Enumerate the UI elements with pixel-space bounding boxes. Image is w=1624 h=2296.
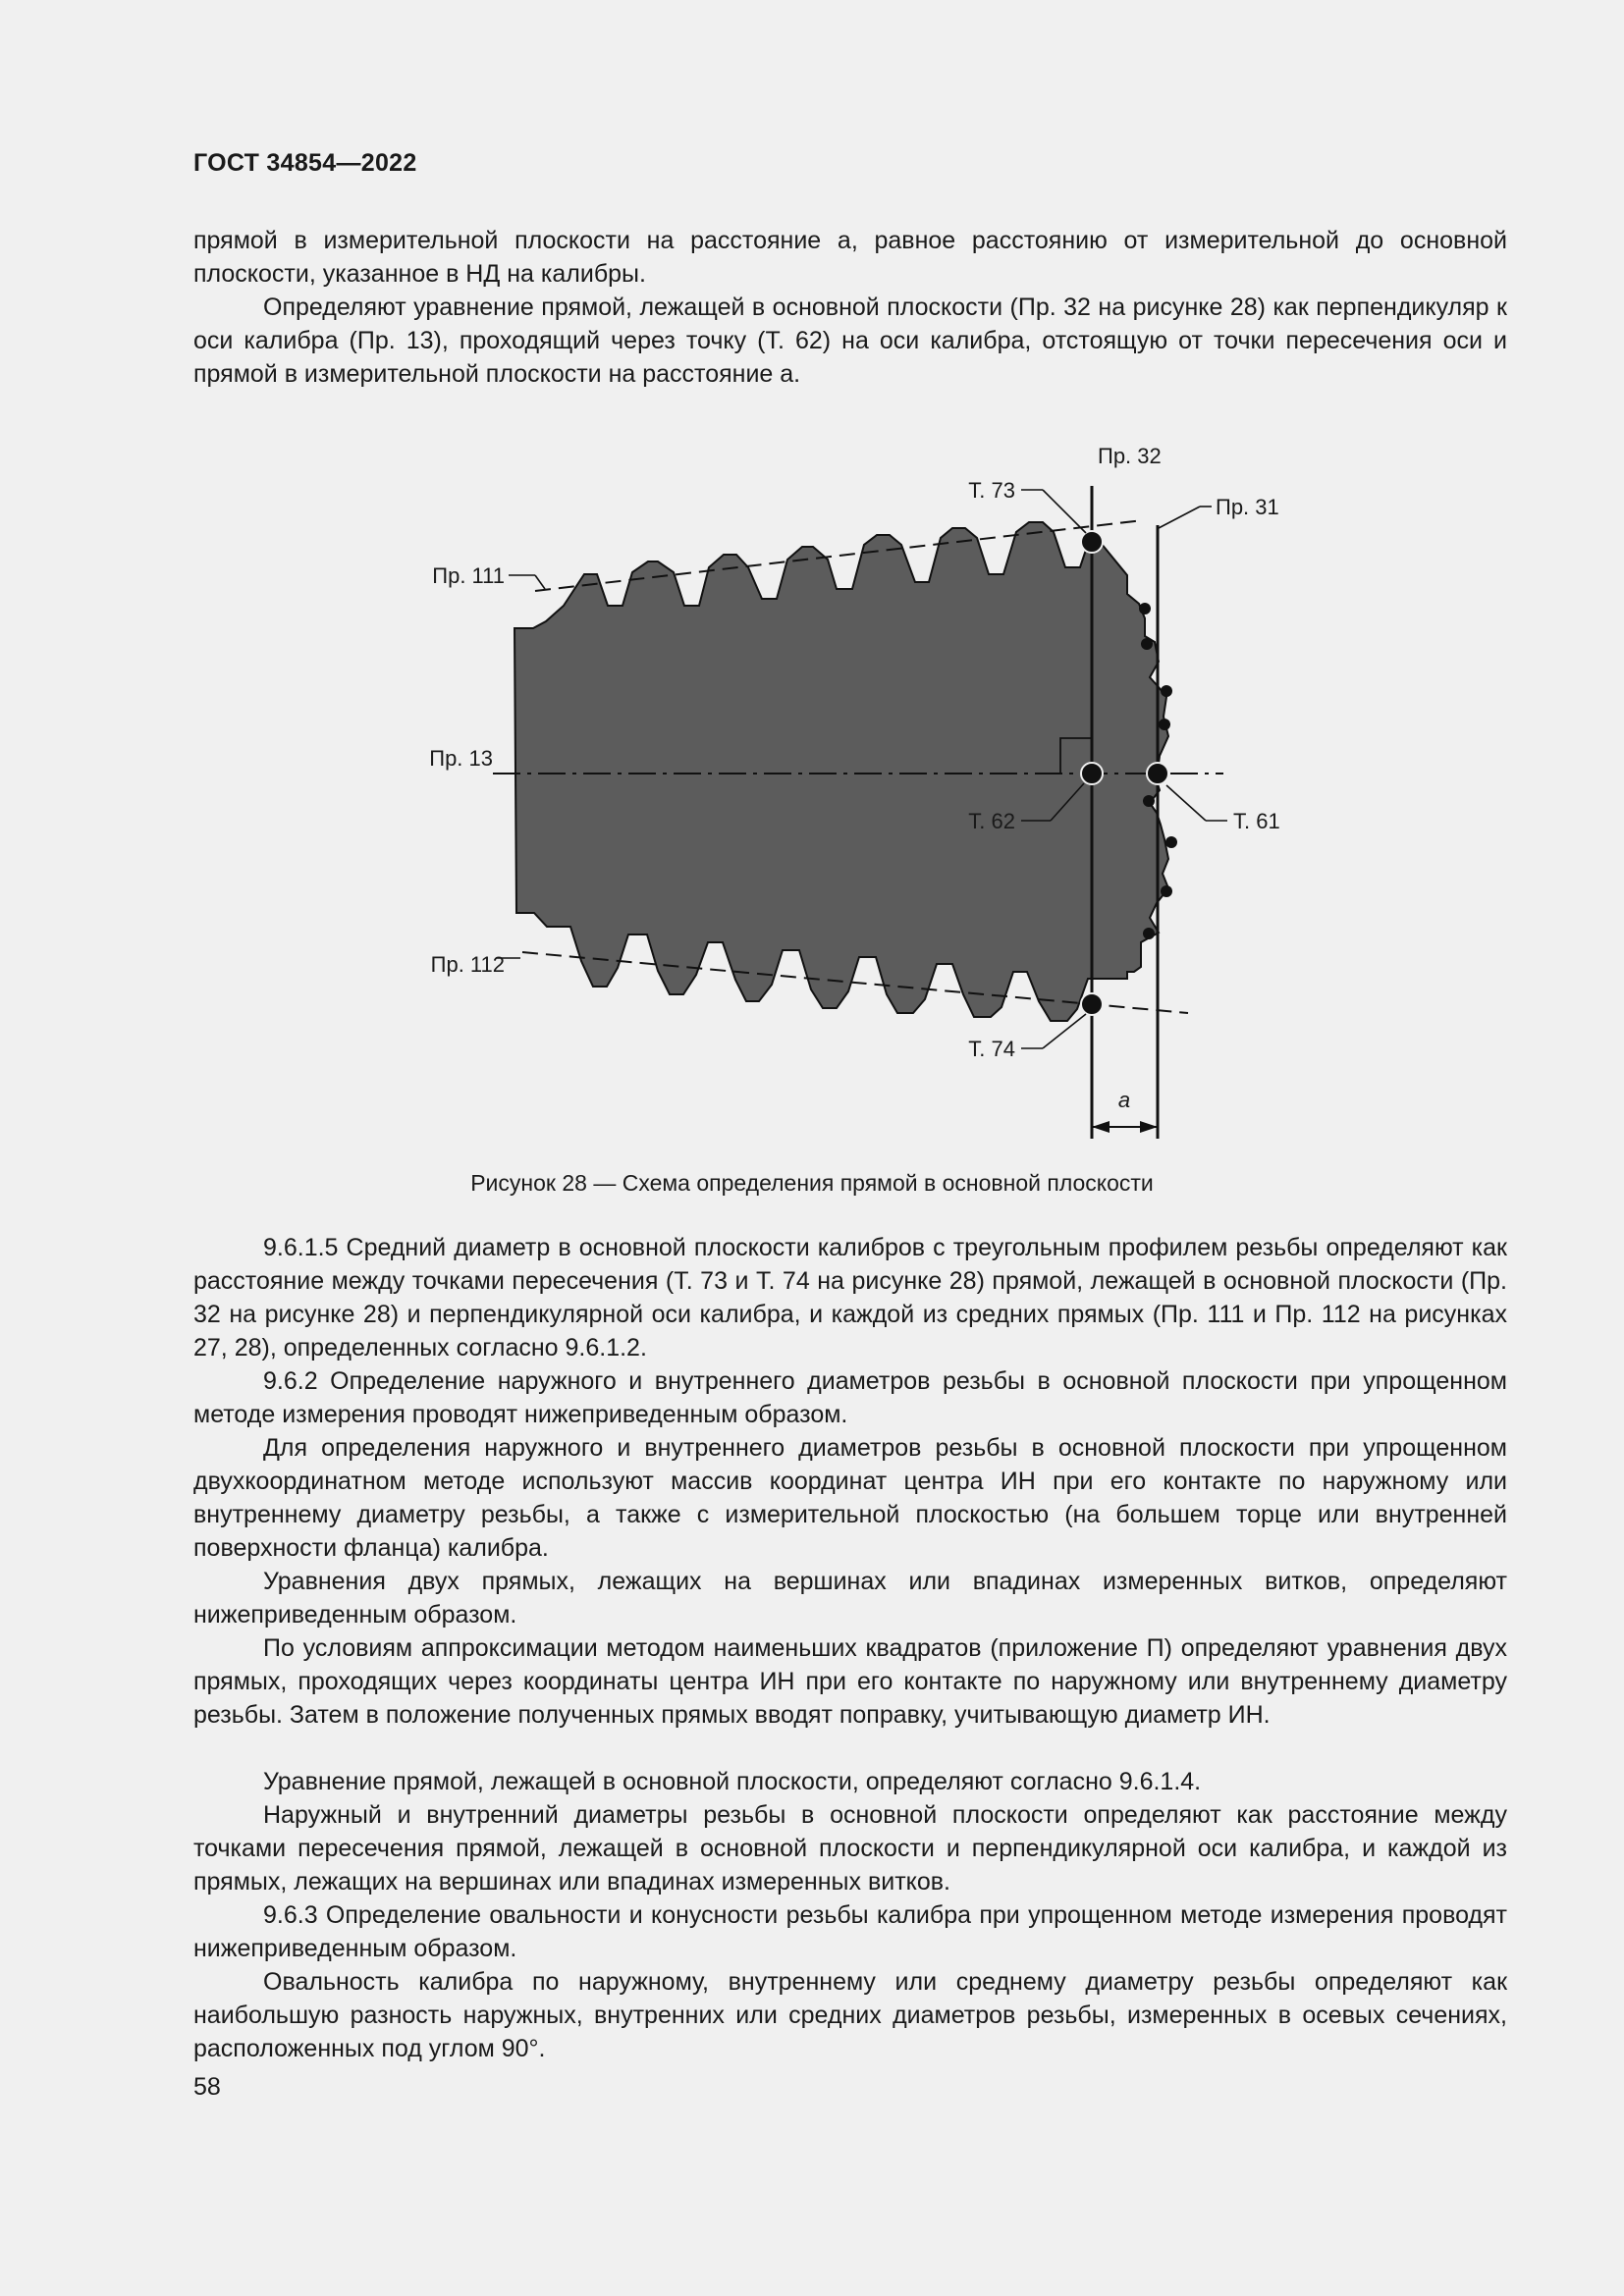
leader-t73-b [1043,490,1086,533]
contact-point [1161,885,1172,897]
figure-caption: Рисунок 28 — Схема определения прямой в основной плоскости [470,1170,1154,1196]
paragraph-3: 9.6.1.5 Средний диаметр в основной плоскости калибров с треугольным профилем резьбы определяют как расстояние между точками пересечения (Т. 73 и Т. 74 на рисунке 28) прямой, лежащей в основной плоскости (Пр. 32 на рисунке 28) и перпендикулярной оси калибра, и каждой из средних прямых (Пр. 111 и Пр. 112 на рисунках 27, 28), определенных согласно 9.6.1.2. [193,1234,1507,1362]
arrowhead-left [1092,1121,1110,1133]
paragraph-4: 9.6.2 Определение наружного и внутреннего диаметров резьбы в основной плоскости при упрощенном методе измерения проводят нижеприведенным образом. [193,1367,1507,1428]
label-a: a [1117,1088,1131,1112]
contact-point [1165,836,1177,848]
paragraph-9: Наружный и внутренний диаметры резьбы в основной плоскости определяют как расстояние между точками пересечения прямой, лежащей в основной плоскости и перпендикулярной оси калибра, и каждой из прямых, лежащих на вершинах или впадинах измеренных витков. [193,1801,1507,1896]
contact-point [1143,795,1155,807]
point-t62 [1081,763,1103,784]
figure-28-diagram [0,422,1624,1168]
label-t74: Т. 74 [968,1037,1015,1061]
paragraph-2: Определяют уравнение прямой, лежащей в основной плоскости (Пр. 32 на рисунке 28) как перпендикуляр к оси калибра (Пр. 13), проходящий через точку (Т. 62) на оси калибра, отстоящую от точки пересечения оси и прямой в измерительной плоскости на расстояние а. [193,294,1507,388]
leader-pr111-b [535,575,545,589]
paragraph-7: По условиям аппроксимации методом наименьших квадратов (приложение П) определяют уравнения двух прямых, проходящих через координаты центра ИН при его контакте по наружному или внутреннему диаметру резьбы. Затем в положение полученных прямых вводят поправку, учитывающую диаметр ИН. [193,1634,1507,1729]
gauge-body [514,522,1168,1021]
paragraph-10: 9.6.3 Определение овальности и конусности резьбы калибра при упрощенном методе измерения проводят нижеприведенным образом. [193,1901,1507,1962]
paragraph-11: Овальность калибра по наружному, внутреннему или среднему диаметру резьбы определяют как наибольшую разность наружных, внутренних или средних диаметров резьбы, измеренных в осевых сечениях, расположенных под углом 90°. [193,1968,1507,2062]
contact-point [1159,719,1170,730]
point-t61 [1147,763,1168,784]
document-header: ГОСТ 34854—2022 [193,149,417,177]
paragraph-8: Уравнение прямой, лежащей в основной плоскости, определяют согласно 9.6.1.4. [263,1768,1202,1795]
label-pr31: Пр. 31 [1216,495,1279,519]
figure-28 [0,422,1624,1168]
page-number: 58 [193,2073,221,2101]
paragraph-6: Уравнения двух прямых, лежащих на вершинах или впадинах измеренных витков, определяют нижеприведенным образом. [193,1568,1507,1629]
arrowhead-right [1140,1121,1158,1133]
contact-point [1139,603,1151,614]
paragraph-1: прямой в измерительной плоскости на расстояние а, равное расстоянию от измерительной до основной плоскости, указанное в НД на калибры. [193,227,1507,288]
leader-pr31 [1159,507,1200,528]
leader-t61 [1166,785,1206,821]
label-pr112: Пр. 112 [430,952,505,977]
label-t62: Т. 62 [968,809,1015,833]
paragraph-5: Для определения наружного и внутреннего диаметров резьбы в основной плоскости при упрощенном двухкоординатном методе используют массив координат центра ИН при его контакте по наружному или внутреннему диаметру резьбы, а также с измерительной плоскостью (на большем торце или внутренней поверхности фланца) калибра. [193,1434,1507,1562]
point-t74 [1081,993,1103,1015]
label-t61: Т. 61 [1233,809,1280,833]
contact-point [1143,928,1155,939]
label-pr32: Пр. 32 [1098,444,1162,468]
point-t73 [1081,531,1103,553]
label-t73: Т. 73 [968,478,1015,503]
contact-point [1161,685,1172,697]
label-pr111: Пр. 111 [432,563,505,588]
label-pr13: Пр. 13 [429,746,493,771]
contact-point [1141,638,1153,650]
